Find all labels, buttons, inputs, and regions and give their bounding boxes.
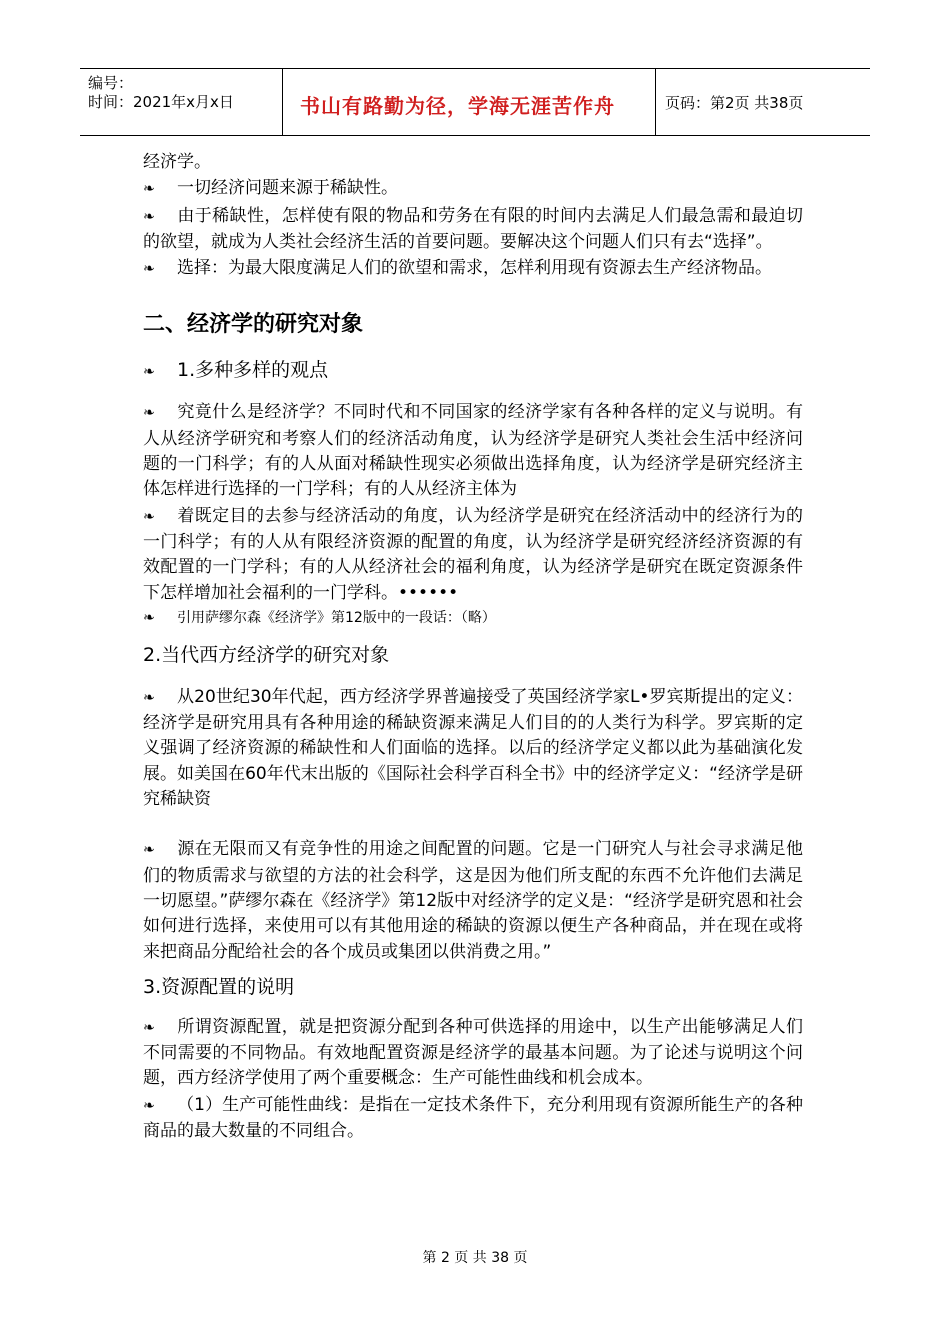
header-motto: 书山有路勤为径，学海无涯苦作舟 — [300, 94, 615, 118]
paragraph-text: 源在无限而又有竞争性的用途之间配置的问题。它是一门研究人与社会寻求满足他们的物质需求与欲望的方法的社会科学，这是因为他们所支配的东西不允许他们去满足一切愿望。”萨缪尔森在《经济学》第12版中对经济学的定义是：“经济学是研究恩和社会如何进行选择，来使用可以有其他用途的稀缺的资源以便生产各种商品，并在现在或将来把商品分配给社会的各个成员或集团以供消费之用。” — [143, 839, 803, 962]
fleuron-bullet-icon: ❧ — [143, 261, 155, 278]
header-bottom-rule — [80, 135, 870, 136]
paragraph-text: 选择：为最大限度满足人们的欲望和需求，怎样利用现有资源去生产经济物品。 — [177, 258, 772, 279]
bullet-paragraph — [143, 1015, 803, 1092]
fleuron-bullet-icon: ❧ — [143, 364, 155, 381]
subsection-heading: 2.当代西方经济学的研究对象 — [143, 643, 390, 666]
bullet-paragraph — [143, 204, 803, 256]
fleuron-bullet-icon: ❧ — [143, 1097, 155, 1114]
paragraph: 经济学。 — [143, 152, 211, 172]
subsection-heading — [143, 356, 803, 386]
bullet-paragraph — [143, 504, 803, 606]
fleuron-bullet-icon: ❧ — [143, 842, 155, 859]
bullet-paragraph — [143, 837, 803, 964]
header-number: 编号： — [88, 74, 134, 92]
bullet-paragraph — [143, 685, 803, 812]
subsection-heading-text: 1.多种多样的观点 — [177, 359, 329, 382]
header-divider-left — [282, 68, 283, 135]
paragraph-text: 引用萨缪尔森《经济学》第12版中的一段话：（略） — [177, 609, 496, 626]
header-page-info: 页码：第2页 共38页 — [665, 94, 804, 112]
section-heading: 二、经济学的研究对象 — [143, 312, 364, 338]
bullet-paragraph — [143, 1093, 803, 1145]
fleuron-bullet-icon: ❧ — [143, 208, 155, 225]
paragraph-text: 从20世纪30年代起，西方经济学界普遍接受了英国经济学家L•罗宾斯提出的定义：经济学是研究用具有各种用途的稀缺资源来满足人们目的的人类行为科学。罗宾斯的定义强调了经济资源的稀缺性和人们面临的选择。以后的经济学定义都以此为基础演化发展。如美国在60年代末出版的《国际社会科学百科全书》中的经济学定义：“经济学是研究稀缺资 — [143, 686, 803, 810]
fleuron-bullet-icon: ❧ — [143, 689, 155, 706]
page-footer: 第 2 页 共 38 页 — [422, 1250, 528, 1266]
fleuron-bullet-icon: ❧ — [143, 181, 155, 198]
fleuron-bullet-icon: ❧ — [143, 609, 155, 626]
bullet-paragraph — [143, 256, 803, 282]
paragraph-text: （1）生产可能性曲线：是指在一定技术条件下，充分利用现有资源所能生产的各种商品的最大数量的不同组合。 — [143, 1094, 803, 1142]
fleuron-bullet-icon: ❧ — [143, 508, 155, 525]
paragraph-text: 所谓资源配置，就是把资源分配到各种可供选择的用途中，以生产出能够满足人们不同需要的不同物品。有效地配置资源是经济学的最基本问题。为了论述与说明这个问题，西方经济学使用了两个重要概念：生产可能性曲线和机会成本。 — [143, 1016, 803, 1089]
header-divider-right — [655, 68, 656, 135]
paragraph-text: 着既定目的去参与经济活动的角度，认为经济学是研究在经济活动中的经济行为的一门科学；有的人从有限经济资源的配置的角度，认为经济学是研究经济经济资源的有效配置的一门学科；有的人从经济社会的福利角度，认为经济学是研究在既定资源条件下怎样增加社会福利的一门学科。•••••• — [143, 505, 803, 603]
fleuron-bullet-icon: ❧ — [143, 1019, 155, 1036]
paragraph-text: 一切经济问题来源于稀缺性。 — [177, 178, 398, 199]
bullet-paragraph — [143, 176, 803, 202]
bullet-paragraph — [143, 607, 803, 629]
paragraph-text: 究竟什么是经济学？不同时代和不同国家的经济学家有各种各样的定义与说明。有人从经济学研究和考察人们的经济活动角度，认为经济学是研究人类社会生活中经济问题的一门科学；有的人从面对稀缺性现实必须做出选择角度，认为经济学是研究经济主体怎样进行选择的一门学科；有的人从经济主体为 — [143, 402, 803, 500]
paragraph-text: 由于稀缺性，怎样使有限的物品和劳务在有限的时间内去满足人们最急需和最迫切的欲望，就成为人类社会经济生活的首要问题。要解决这个问题人们只有去“选择”。 — [143, 205, 803, 252]
bullet-paragraph — [143, 400, 803, 502]
subsection-heading: 3.资源配置的说明 — [143, 975, 295, 998]
document-body — [143, 150, 803, 1144]
fleuron-bullet-icon: ❧ — [143, 405, 155, 422]
header-top-rule — [80, 68, 870, 69]
header-date: 时间：2021年x月x日 — [88, 93, 234, 111]
